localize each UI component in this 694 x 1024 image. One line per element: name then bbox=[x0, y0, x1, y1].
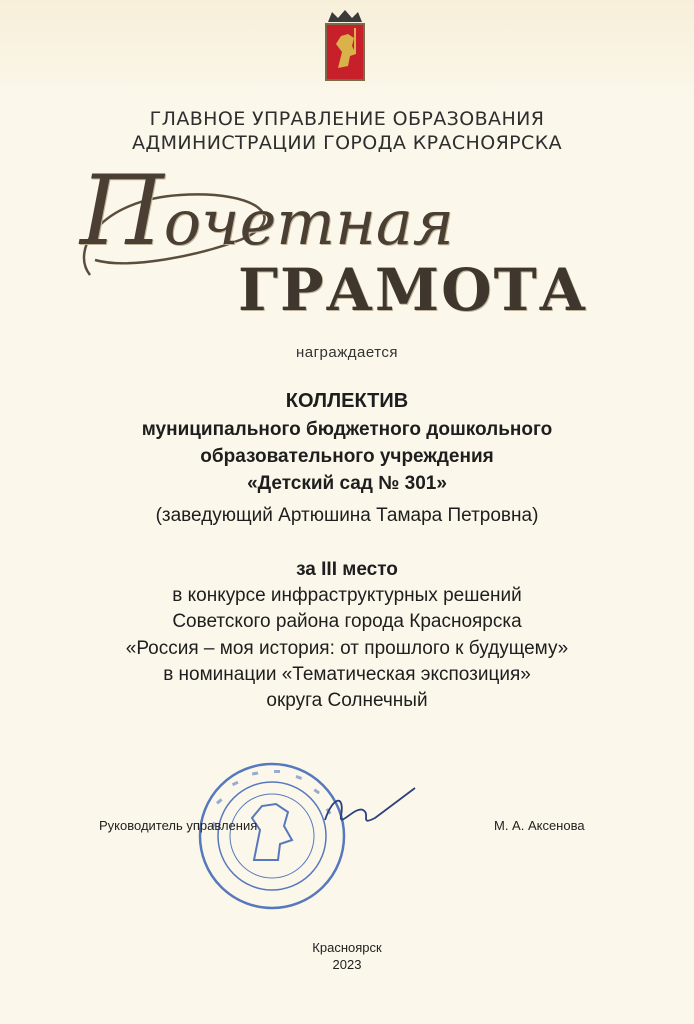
recipient-line-1: КОЛЛЕКТИВ bbox=[285, 390, 409, 412]
handwritten-signature-icon bbox=[315, 776, 425, 836]
reason-line-3: «Россия – моя история: от прошлого к будущему» bbox=[125, 638, 569, 659]
title-caps: ГРАМОТА bbox=[238, 256, 589, 324]
krasnoyarsk-coat-of-arms-icon bbox=[314, 8, 376, 84]
recipient-line-2: муниципального бюджетного дошкольного bbox=[141, 419, 553, 440]
reason-line-2: Советского района города Красноярска bbox=[172, 611, 522, 632]
footer-year: 2023 bbox=[332, 957, 362, 972]
authority-line-1: ГЛАВНОЕ УПРАВЛЕНИЕ ОБРАЗОВАНИЯ bbox=[149, 108, 545, 130]
awarded-label: награждается bbox=[295, 344, 399, 361]
signatory-name: М. А. Аксенова bbox=[494, 818, 585, 833]
reason-line-4: в номинации «Тематическая экспозиция» bbox=[163, 664, 531, 685]
signatory-role: Руководитель управления bbox=[99, 818, 258, 833]
reason-place: за III место bbox=[296, 559, 398, 580]
title-script-rest: очетная bbox=[163, 186, 454, 259]
recipient-line-4: «Детский сад № 301» bbox=[247, 473, 447, 494]
footer-city: Красноярск bbox=[312, 940, 382, 955]
recipient-head: (заведующий Артюшина Тамара Петровна) bbox=[155, 505, 539, 526]
reason-line-1: в конкурсе инфраструктурных решений bbox=[172, 585, 522, 606]
recipient-line-3: образовательного учреждения bbox=[200, 446, 494, 467]
authority-line-2: АДМИНИСТРАЦИИ ГОРОДА КРАСНОЯРСКА bbox=[132, 132, 562, 154]
title-script-cap: П bbox=[80, 155, 164, 267]
reason-line-5: округа Солнечный bbox=[266, 690, 428, 711]
title-script bbox=[80, 155, 540, 267]
